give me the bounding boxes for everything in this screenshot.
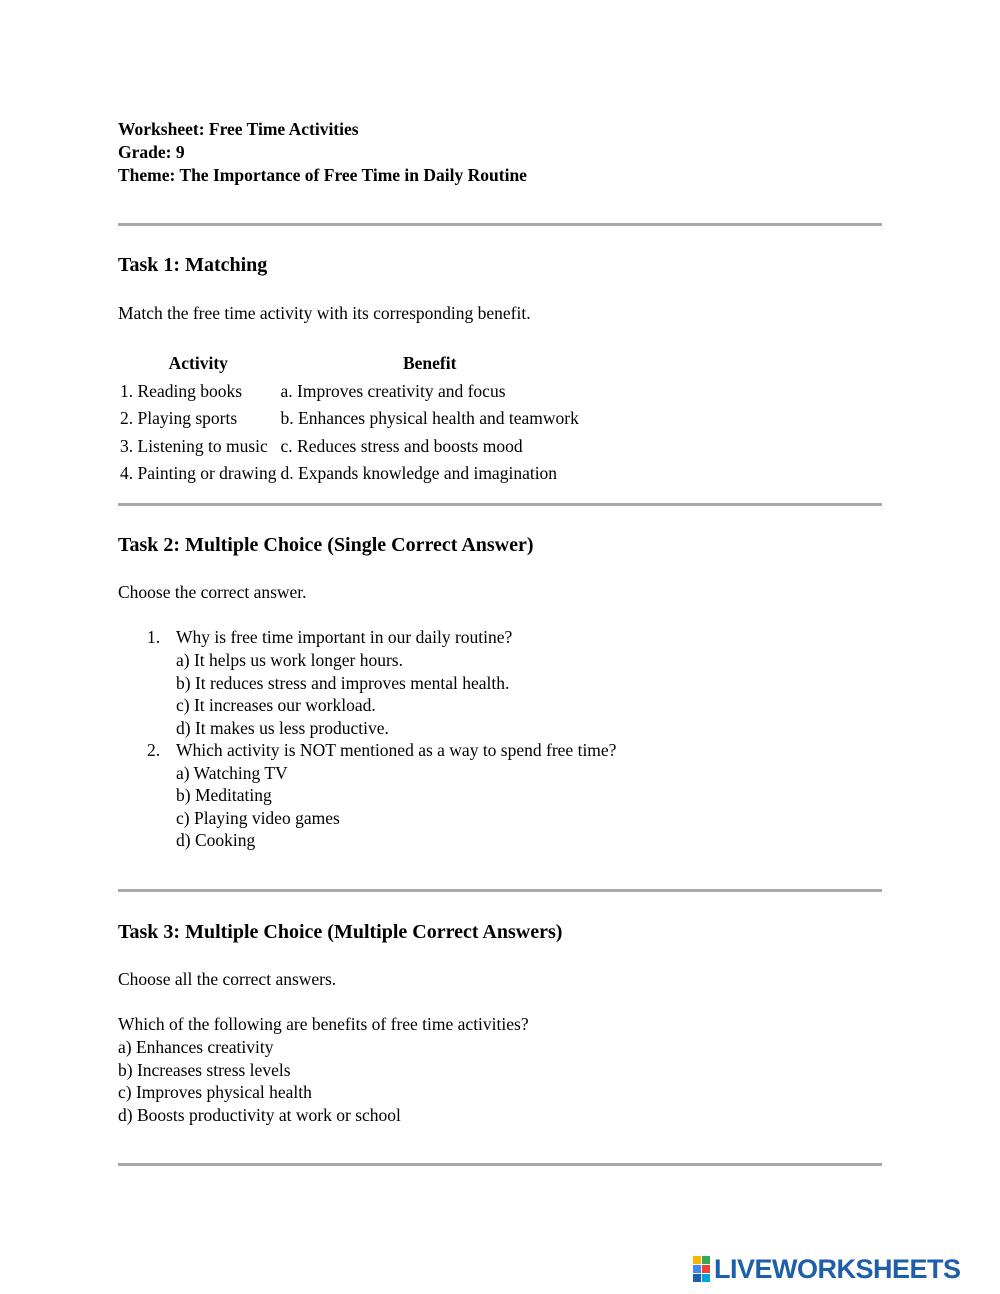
- table-row: [118, 405, 581, 433]
- answer-option[interactable]: a) Enhances creativity: [118, 1037, 274, 1057]
- theme-label: Theme: The Importance of Free Time in Daily Routine: [118, 165, 527, 185]
- task2-heading: Task 2: Multiple Choice (Single Correct Answer): [118, 534, 534, 556]
- activity-cell: 4. Painting or drawing: [120, 463, 277, 484]
- divider: [118, 223, 882, 226]
- grade-label: Grade: 9: [118, 142, 185, 162]
- benefit-cell: c. Reduces stress and boosts mood: [280, 435, 523, 456]
- question-text: Why is free time important in our daily routine?: [176, 627, 513, 647]
- task3-instruction: Choose all the correct answers.: [118, 969, 337, 989]
- table-row: [118, 433, 581, 461]
- task2-instruction: Choose the correct answer.: [118, 582, 307, 602]
- benefit-cell: d. Expands knowledge and imagination: [280, 463, 558, 484]
- answer-option[interactable]: d) Boosts productivity at work or school: [118, 1105, 401, 1125]
- task1-instruction: Match the free time activity with its corresponding benefit.: [118, 303, 531, 323]
- answer-option[interactable]: b) Increases stress levels: [118, 1060, 291, 1080]
- question-text: Which activity is NOT mentioned as a way to spend free time?: [176, 740, 617, 760]
- activity-cell: 3. Listening to music: [120, 435, 268, 456]
- answer-option[interactable]: b) It reduces stress and improves mental health.: [176, 673, 510, 693]
- divider: [118, 503, 882, 506]
- activity-cell: 2. Playing sports: [120, 408, 238, 429]
- logo-blocks-icon: [693, 1256, 711, 1282]
- worksheet-title: Worksheet: Free Time Activities: [118, 119, 359, 139]
- matching-header-row: [118, 350, 581, 378]
- answer-option[interactable]: c) Improves physical health: [118, 1082, 312, 1102]
- answer-option[interactable]: d) Cooking: [176, 830, 256, 850]
- liveworksheets-logo: [693, 1254, 961, 1284]
- matching-table: [118, 350, 581, 488]
- question-text: Which of the following are benefits of free time activities?: [118, 1014, 529, 1034]
- benefit-cell: a. Improves creativity and focus: [280, 380, 506, 401]
- answer-option[interactable]: a) It helps us work longer hours.: [176, 650, 403, 670]
- divider: [118, 889, 882, 892]
- table-row: [118, 378, 581, 406]
- question-number: 2.: [147, 740, 161, 760]
- answer-option[interactable]: c) Playing video games: [176, 808, 340, 828]
- answer-option[interactable]: a) Watching TV: [176, 763, 288, 783]
- answer-option[interactable]: d) It makes us less productive.: [176, 718, 389, 738]
- task1-heading: Task 1: Matching: [118, 254, 268, 276]
- benefit-cell: b. Enhances physical health and teamwork: [280, 408, 579, 429]
- activity-column-header: Activity: [168, 353, 228, 374]
- question-number: 1.: [147, 627, 161, 647]
- task3-heading: Task 3: Multiple Choice (Multiple Correct Answers): [118, 921, 563, 943]
- divider: [118, 1163, 882, 1166]
- logo-text: LIVEWORKSHEETS: [714, 1253, 961, 1284]
- answer-option[interactable]: c) It increases our workload.: [176, 695, 376, 715]
- answer-option[interactable]: b) Meditating: [176, 785, 272, 805]
- activity-cell: 1. Reading books: [120, 380, 243, 401]
- table-row: [118, 460, 581, 488]
- benefit-column-header: Benefit: [402, 353, 457, 374]
